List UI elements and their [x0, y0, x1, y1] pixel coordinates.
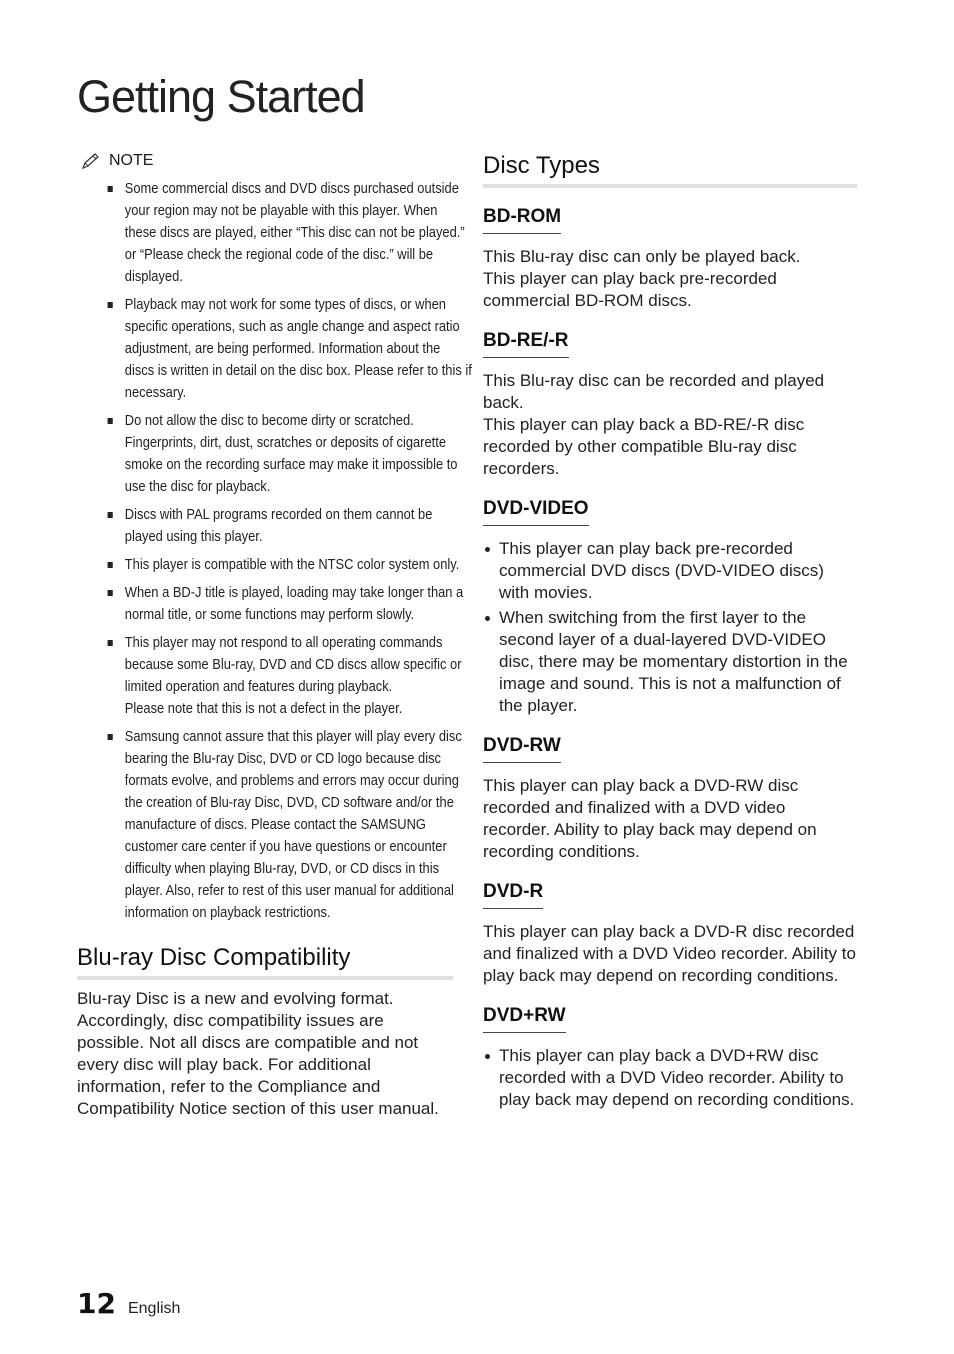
- right-column: [483, 152, 857, 1114]
- list-item: [483, 607, 857, 717]
- note-item-text: Samsung cannot assure that this player will play every disc bearing the Blu-ray Disc, DVD or CD logo because disc formats evolve, and problems and errors may occur during the creation of Blu-ray Disc, DVD, CD software and/or the manufacture of discs. Please contact the SAMSUNG customer care center if you have questions or encounter difficulty when playing Blu-ray, DVD, or CD discs in this player. Also, refer to rest of this user manual for additional information on playback restrictions.: [124, 728, 462, 921]
- square-bullet-icon: [108, 562, 113, 568]
- note-item: [105, 410, 472, 498]
- note-item: [105, 554, 472, 576]
- list-item-text: This player can play back pre-recorded commercial DVD discs (DVD-VIDEO discs) with movies.: [499, 539, 824, 602]
- compatibility-section: [77, 944, 453, 1120]
- dvdvideo-list: [483, 538, 857, 717]
- bdrom-section: [483, 206, 857, 312]
- note-item-text: This player may not respond to all operating commands because some Blu-ray, DVD and CD discs allow specific or limited operation and features during playback. Please note that this is not a defect in the player.: [124, 634, 462, 717]
- bullet-icon: [485, 616, 490, 621]
- dvdrw-section: [483, 735, 857, 863]
- disc-types-title: Disc Types: [483, 152, 857, 188]
- list-item-text: This player can play back a DVD+RW disc recorded with a DVD Video recorder. Ability to play back may depend on recording conditions.: [499, 1046, 855, 1109]
- list-item: [483, 538, 857, 604]
- note-header: [81, 152, 453, 170]
- page-title: Getting Started: [77, 71, 365, 122]
- page-number: 12: [77, 1287, 116, 1320]
- page-language: English: [127, 1300, 181, 1317]
- dvdr-title: DVD-R: [483, 881, 543, 909]
- note-item-text: Some commercial discs and DVD discs purchased outside your region may not be playable with this player. When these discs are played, either “This disc can not be played.” or “Please check the regional code of the disc.” will be displayed.: [124, 180, 465, 285]
- note-label: NOTE: [109, 152, 154, 169]
- bdrom-body: This Blu-ray disc can only be played back. This player can play back pre-recorded commercial BD-ROM discs.: [483, 247, 801, 310]
- note-item-text: When a BD-J title is played, loading may take longer than a normal title, or some functions may perform slowly.: [124, 584, 464, 623]
- square-bullet-icon: [108, 590, 113, 596]
- list-item: [483, 1045, 857, 1111]
- compatibility-body: Blu-ray Disc is a new and evolving format. Accordingly, disc compatibility issues are possible. Not all discs are compatible and not every disc will play back. For additional information, refer to the Compliance and Compatibility Notice section of this user manual.: [77, 989, 439, 1118]
- square-bullet-icon: [108, 418, 113, 424]
- compatibility-title: Blu-ray Disc Compatibility: [77, 944, 453, 980]
- note-item-text: Do not allow the disc to become dirty or scratched. Fingerprints, dirt, dust, scratches or deposits of cigarette smoke on the recording surface may make it impossible to use the disc for playback.: [124, 412, 458, 495]
- list-item-text: When switching from the first layer to the second layer of a dual-layered DVD-VIDEO disc, there may be momentary distortion in the image and sound. This is not a malfunction of the player.: [499, 608, 848, 715]
- bullet-icon: [485, 1054, 490, 1059]
- bdre-title: BD-RE/-R: [483, 330, 569, 358]
- dvdr-section: [483, 881, 857, 987]
- note-item: [105, 632, 472, 720]
- note-item: [105, 504, 472, 548]
- bdrom-title: BD-ROM: [483, 206, 561, 234]
- dvdplusrw-section: [483, 1005, 857, 1111]
- dvdr-body: This player can play back a DVD-R disc recorded and finalized with a DVD Video recorder. Ability to play back may depend on recording conditions.: [483, 922, 856, 985]
- note-item-text: Discs with PAL programs recorded on them cannot be played using this player.: [124, 506, 433, 545]
- square-bullet-icon: [108, 186, 113, 192]
- note-item: [105, 178, 472, 288]
- left-column: [77, 152, 472, 1120]
- note-item-text: This player is compatible with the NTSC color system only.: [124, 556, 460, 573]
- note-item: [105, 726, 472, 924]
- dvdvideo-title: DVD-VIDEO: [483, 498, 589, 526]
- bullet-icon: [485, 547, 490, 552]
- note-item-text: Playback may not work for some types of discs, or when specific operations, such as angle change and aspect ratio adjustment, are being performed. Information about the discs is written in detail on the disc box. Please refer to this if necessary.: [124, 296, 472, 401]
- dvdrw-title: DVD-RW: [483, 735, 561, 763]
- square-bullet-icon: [108, 640, 113, 646]
- square-bullet-icon: [108, 734, 113, 740]
- bdre-body: This Blu-ray disc can be recorded and played back. This player can play back a BD-RE/-R disc recorded by other compatible Blu-ray disc recorders.: [483, 371, 825, 478]
- dvdplusrw-title: DVD+RW: [483, 1005, 566, 1033]
- dvdplusrw-list: [483, 1045, 857, 1111]
- page-footer: [77, 1287, 180, 1320]
- square-bullet-icon: [108, 512, 113, 518]
- pencil-icon: [81, 152, 101, 170]
- note-item: [105, 294, 472, 404]
- note-item: [105, 582, 472, 626]
- square-bullet-icon: [108, 302, 113, 308]
- note-list: [77, 178, 472, 924]
- dvdrw-body: This player can play back a DVD-RW disc recorded and finalized with a DVD video recorder. Ability to play back may depend on recording conditions.: [483, 776, 817, 861]
- bdre-section: [483, 330, 857, 480]
- dvdvideo-section: [483, 498, 857, 717]
